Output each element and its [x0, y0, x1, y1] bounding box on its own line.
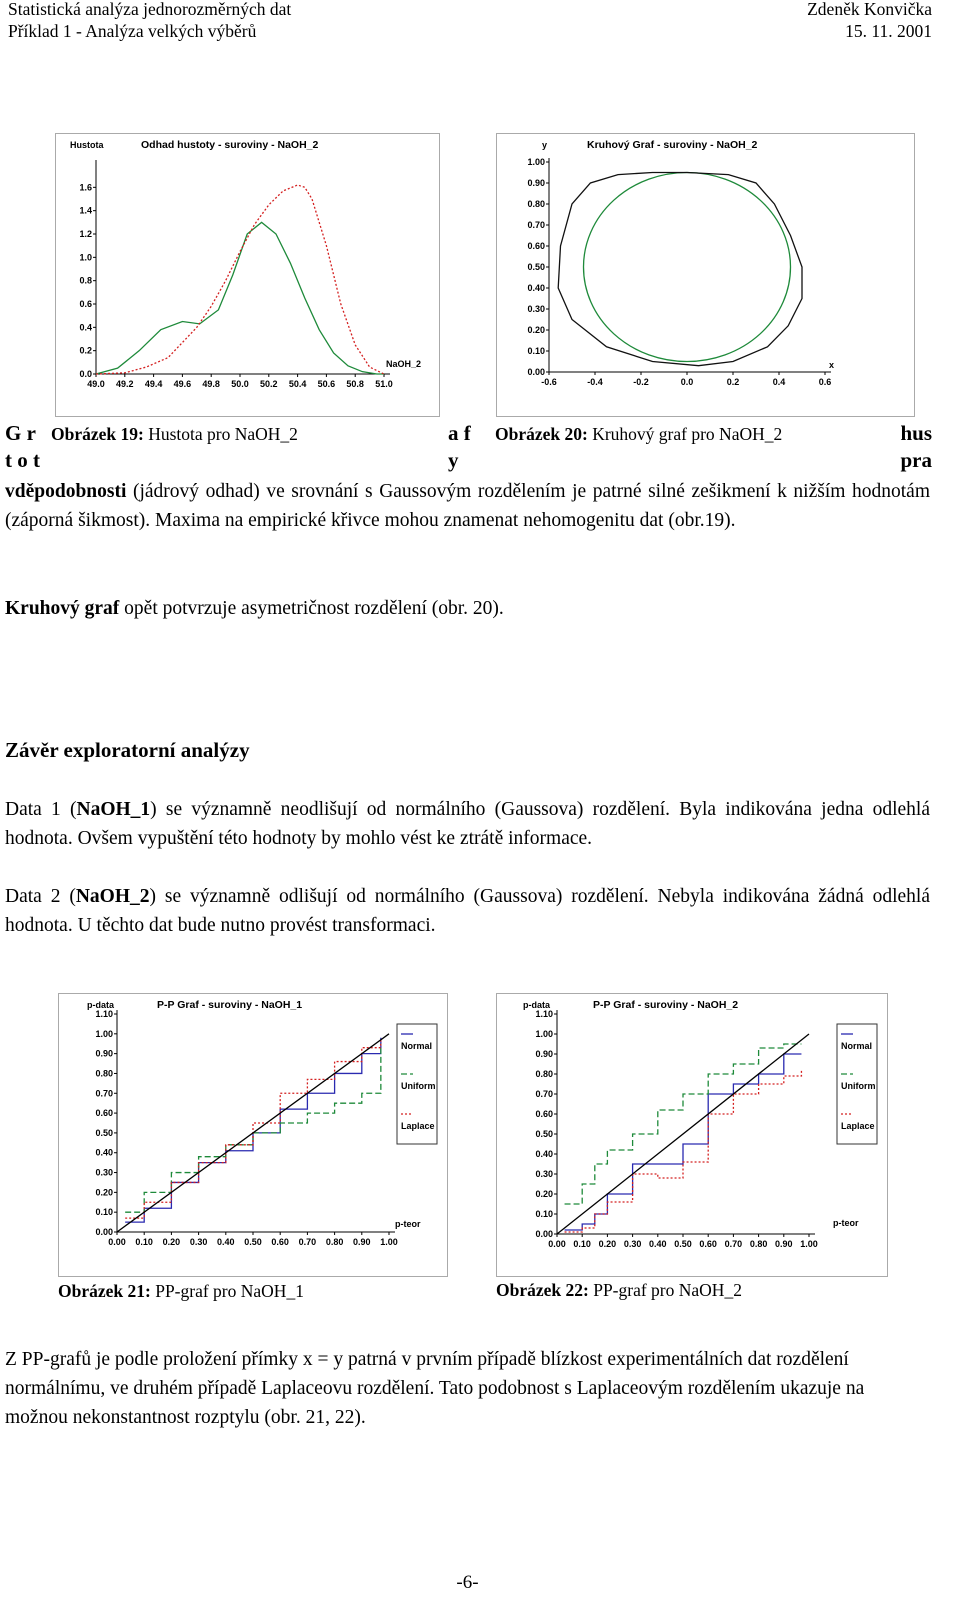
- y-tick-label: 0.60: [95, 1108, 113, 1119]
- density-paragraph: [5, 477, 930, 535]
- y-tick-label: 0.10: [527, 346, 545, 356]
- x-tick-label: 0.50: [244, 1237, 262, 1247]
- y-axis-label: p-data: [523, 1000, 550, 1010]
- x-axis-label: x: [829, 360, 835, 370]
- x-tick-label: 0.4: [772, 377, 786, 387]
- overlap-text-mid-2: y: [448, 448, 459, 472]
- x-tick-label: -0.4: [587, 377, 603, 387]
- x-tick-label: 0.00: [108, 1237, 126, 1247]
- y-tick-label: 1.6: [79, 182, 92, 193]
- reference-series-line: [96, 185, 384, 374]
- y-tick-label: 1.2: [79, 229, 92, 239]
- y-tick-label: 0.50: [527, 262, 545, 272]
- x-tick-label: 0.30: [189, 1237, 208, 1247]
- x-tick-label: 0.70: [724, 1239, 743, 1249]
- x-tick-label: 0.40: [217, 1237, 235, 1247]
- header-right-line1: Zdeněk Konvička: [807, 0, 932, 19]
- x-tick-label: 0.10: [573, 1239, 591, 1249]
- x-tick-label: 0.2: [726, 377, 740, 387]
- x-tick-label: 0.20: [162, 1237, 181, 1247]
- x-tick-label: -0.6: [541, 377, 557, 387]
- laplace-series-line: [125, 1038, 381, 1218]
- figure-21-caption: [58, 1281, 304, 1302]
- page-number: -6-: [456, 1572, 479, 1593]
- figure-19-caption-label: Obrázek 19:: [51, 424, 144, 444]
- density-paragraph-text: (jádrový odhad) ve srovnání s Gaussovým rozdělením je patrné silné zešikmení k nižším hodnotám (záporná šikmost). Maxima na empirické křivce mohou znamenat nehomogenitu dat (obr.19).: [5, 481, 930, 531]
- data1-post: ) se významně neodlišují od normálního (Gaussova) rozdělení. Byla indikována jedna odlehlá hodnota. Ovšem vypuštění této hodnoty by mohlo vést ke ztrátě informace.: [5, 799, 930, 849]
- y-axis-label: Hustota: [70, 140, 104, 150]
- y-tick-label: 0.70: [535, 1089, 553, 1099]
- x-tick-label: 49.8: [202, 379, 220, 389]
- y-tick-label: 0.80: [535, 1069, 553, 1079]
- legend-label: Uniform: [841, 1081, 876, 1091]
- x-tick-label: 0.90: [353, 1237, 371, 1247]
- y-tick-label: 0.50: [535, 1129, 553, 1139]
- legend-label: Uniform: [401, 1081, 436, 1091]
- x-tick-label: 50.6: [317, 379, 336, 389]
- uniform-series-line: [125, 1044, 381, 1212]
- figure-21-caption-label: Obrázek 21:: [58, 1281, 151, 1301]
- chart-title: P-P Graf - suroviny - NaOH_1: [157, 999, 303, 1011]
- y-tick-label: 0.20: [535, 1189, 553, 1199]
- y-tick-label: 1.10: [95, 1009, 113, 1019]
- circle-paragraph: [5, 594, 930, 623]
- figure-21-pp-chart: [58, 993, 448, 1277]
- chart-title: Odhad hustoty - suroviny - NaOH_2: [141, 139, 319, 151]
- overlap-text-left-1: G r: [5, 421, 36, 445]
- y-tick-label: 1.0: [79, 252, 92, 263]
- y-tick-label: 0.90: [535, 1049, 553, 1059]
- y-tick-label: 0.40: [535, 1149, 553, 1159]
- x-tick-label: 0.70: [298, 1237, 317, 1247]
- x-tick-label: -0.2: [633, 377, 649, 387]
- figure-21-caption-text: PP-graf pro NaOH_1: [150, 1281, 304, 1301]
- data2-pre: Data 2 (: [5, 886, 76, 907]
- circle-chart-svg: [497, 134, 914, 416]
- x-tick-label: 50.8: [346, 379, 364, 389]
- y-tick-label: 1.4: [79, 205, 92, 216]
- section-heading: Závěr exploratorní analýzy: [5, 738, 250, 762]
- x-tick-label: 0.0: [680, 377, 694, 387]
- overlap-text-mid-1: a f: [448, 421, 471, 445]
- reference-series-line: [557, 1034, 809, 1234]
- x-tick-label: 0.80: [749, 1239, 768, 1249]
- normal-series-line: [565, 1054, 802, 1230]
- header-right-line2: 15. 11. 2001: [845, 21, 932, 41]
- legend-label: Normal: [401, 1041, 433, 1051]
- pp-conclusion-paragraph: [5, 1345, 930, 1432]
- y-tick-label: 0.8: [79, 275, 92, 286]
- y-tick-label: 0.20: [527, 325, 545, 335]
- x-tick-label: 0.90: [775, 1239, 793, 1249]
- y-tick-label: 0.50: [95, 1127, 113, 1138]
- y-tick-label: 0.80: [527, 199, 545, 209]
- data2-bold: NaOH_2: [75, 886, 150, 907]
- data1-bold: NaOH_1: [76, 799, 151, 820]
- y-tick-label: 0.30: [95, 1167, 113, 1178]
- circle-paragraph-text: opět potvrzuje asymetričnost rozdělení (obr. 20).: [119, 598, 504, 619]
- x-tick-label: 51.0: [375, 379, 393, 389]
- y-tick-label: 0.90: [95, 1048, 113, 1059]
- x-tick-label: 49.0: [87, 379, 105, 389]
- x-tick-label: 0.50: [674, 1239, 692, 1249]
- y-tick-label: 0.6: [79, 299, 92, 309]
- overlap-text-right-2: pra: [900, 448, 932, 472]
- figure-20-caption-label: Obrázek 20:: [495, 424, 588, 444]
- reference-series-line: [558, 173, 802, 366]
- x-tick-label: 50.0: [231, 379, 249, 389]
- chart-title: P-P Graf - suroviny - NaOH_2: [593, 999, 739, 1011]
- y-tick-label: 1.00: [95, 1028, 113, 1039]
- y-tick-label: 0.60: [527, 241, 545, 251]
- figure-19-caption-text: Hustota pro NaOH_2: [143, 424, 298, 444]
- figure-22-caption-text: PP-graf pro NaOH_2: [588, 1280, 742, 1300]
- x-axis-label: NaOH_2: [386, 359, 422, 369]
- x-tick-label: 49.4: [144, 379, 163, 389]
- x-tick-label: 1.00: [800, 1239, 818, 1249]
- data1-pre: Data 1 (: [5, 799, 77, 820]
- y-tick-label: 0.80: [95, 1068, 113, 1079]
- y-tick-label: 1.00: [535, 1029, 553, 1039]
- x-tick-label: 0.20: [598, 1239, 617, 1249]
- y-tick-label: 0.00: [527, 367, 545, 377]
- y-axis-label: y: [542, 140, 548, 150]
- figure-19-density-chart: [55, 133, 440, 417]
- x-tick-label: 49.2: [116, 379, 134, 389]
- y-tick-label: 0.40: [527, 283, 545, 293]
- x-tick-label: 0.60: [271, 1237, 289, 1247]
- figure-20-circle-chart: [496, 133, 915, 417]
- x-tick-label: 0.30: [623, 1239, 642, 1249]
- density-chart-svg: [56, 134, 439, 416]
- reference-series-line: [96, 222, 384, 374]
- y-axis-label: p-data: [87, 1000, 114, 1010]
- x-tick-label: 0.60: [699, 1239, 717, 1249]
- y-tick-label: 0.10: [535, 1209, 553, 1219]
- y-tick-label: 0.0: [79, 369, 92, 379]
- conclusion-data2: [5, 882, 930, 940]
- y-tick-label: 0.4: [79, 322, 92, 333]
- figure-20-caption-text: Kruhový graf pro NaOH_2: [587, 424, 783, 444]
- data2-post: ) se významně odlišují od normálního (Gaussova) rozdělení. Nebyla indikována žádná odlehlá hodnota. U těchto dat bude nutno provést transformaci.: [5, 886, 931, 936]
- figure-22-caption-label: Obrázek 22:: [496, 1280, 589, 1300]
- x-tick-label: 0.40: [649, 1239, 667, 1249]
- y-tick-label: 0.70: [95, 1088, 113, 1099]
- y-tick-label: 0.20: [95, 1187, 113, 1198]
- y-tick-label: 0.70: [527, 220, 545, 230]
- x-tick-label: 0.6: [818, 377, 832, 387]
- y-tick-label: 0.00: [95, 1227, 113, 1237]
- x-tick-label: 0.10: [135, 1237, 153, 1247]
- legend-label: Laplace: [401, 1121, 435, 1131]
- x-tick-label: 1.00: [380, 1237, 398, 1247]
- legend-label: Laplace: [841, 1121, 875, 1131]
- header-left-line1: Statistická analýza jednorozměrných dat: [8, 0, 292, 19]
- y-tick-label: 0.00: [535, 1229, 553, 1239]
- circle-paragraph-bold: Kruhový graf: [5, 598, 120, 619]
- overlap-text-left-2: t o t: [5, 448, 40, 472]
- x-tick-label: 0.00: [548, 1239, 566, 1249]
- y-tick-label: 0.60: [535, 1109, 553, 1119]
- x-tick-label: 0.80: [325, 1237, 344, 1247]
- chart-title: Kruhový Graf - suroviny - NaOH_2: [587, 139, 758, 151]
- figure-20-caption: [495, 424, 782, 445]
- pp-chart-2-svg: [497, 994, 887, 1276]
- x-axis-label: p-teor: [395, 1219, 421, 1229]
- x-axis-label: p-teor: [833, 1218, 859, 1228]
- y-tick-label: 0.90: [527, 178, 545, 188]
- x-tick-label: 50.4: [288, 379, 307, 389]
- overlap-text-right-1: hus: [900, 421, 932, 445]
- x-tick-label: 49.6: [173, 379, 192, 389]
- y-tick-label: 0.30: [527, 304, 545, 314]
- figure-19-caption: [51, 424, 298, 445]
- y-tick-label: 0.10: [95, 1207, 113, 1218]
- pp-conclusion-text: Z PP-grafů je podle proložení přímky x = y patrná v prvním případě blízkost experimentálních dat rozdělení normálnímu, ve druhém případě Laplaceovu rozdělení. Tato podobnost s Laplaceovým rozdělením ukazuje na možnou nekonstantnost rozptylu (obr. 21, 22).: [5, 1349, 865, 1428]
- x-tick-label: 50.2: [260, 379, 278, 389]
- circle-series-line: [584, 173, 791, 362]
- conclusion-data1: [5, 795, 930, 853]
- pp-chart-1-svg: [59, 994, 447, 1276]
- figure-22-pp-chart: [496, 993, 888, 1277]
- y-tick-label: 0.40: [95, 1147, 113, 1158]
- reference-series-line: [117, 1034, 389, 1232]
- y-tick-label: 1.10: [535, 1009, 553, 1019]
- y-tick-label: 1.00: [527, 157, 545, 167]
- y-tick-label: 0.30: [535, 1169, 553, 1179]
- legend-label: Normal: [841, 1041, 873, 1051]
- y-tick-label: 0.2: [79, 345, 92, 356]
- figure-22-caption: [496, 1280, 742, 1301]
- density-paragraph-bold: vděpodobnosti: [5, 481, 127, 502]
- header-left-line2: Příklad 1 - Analýza velkých výběrů: [8, 21, 257, 41]
